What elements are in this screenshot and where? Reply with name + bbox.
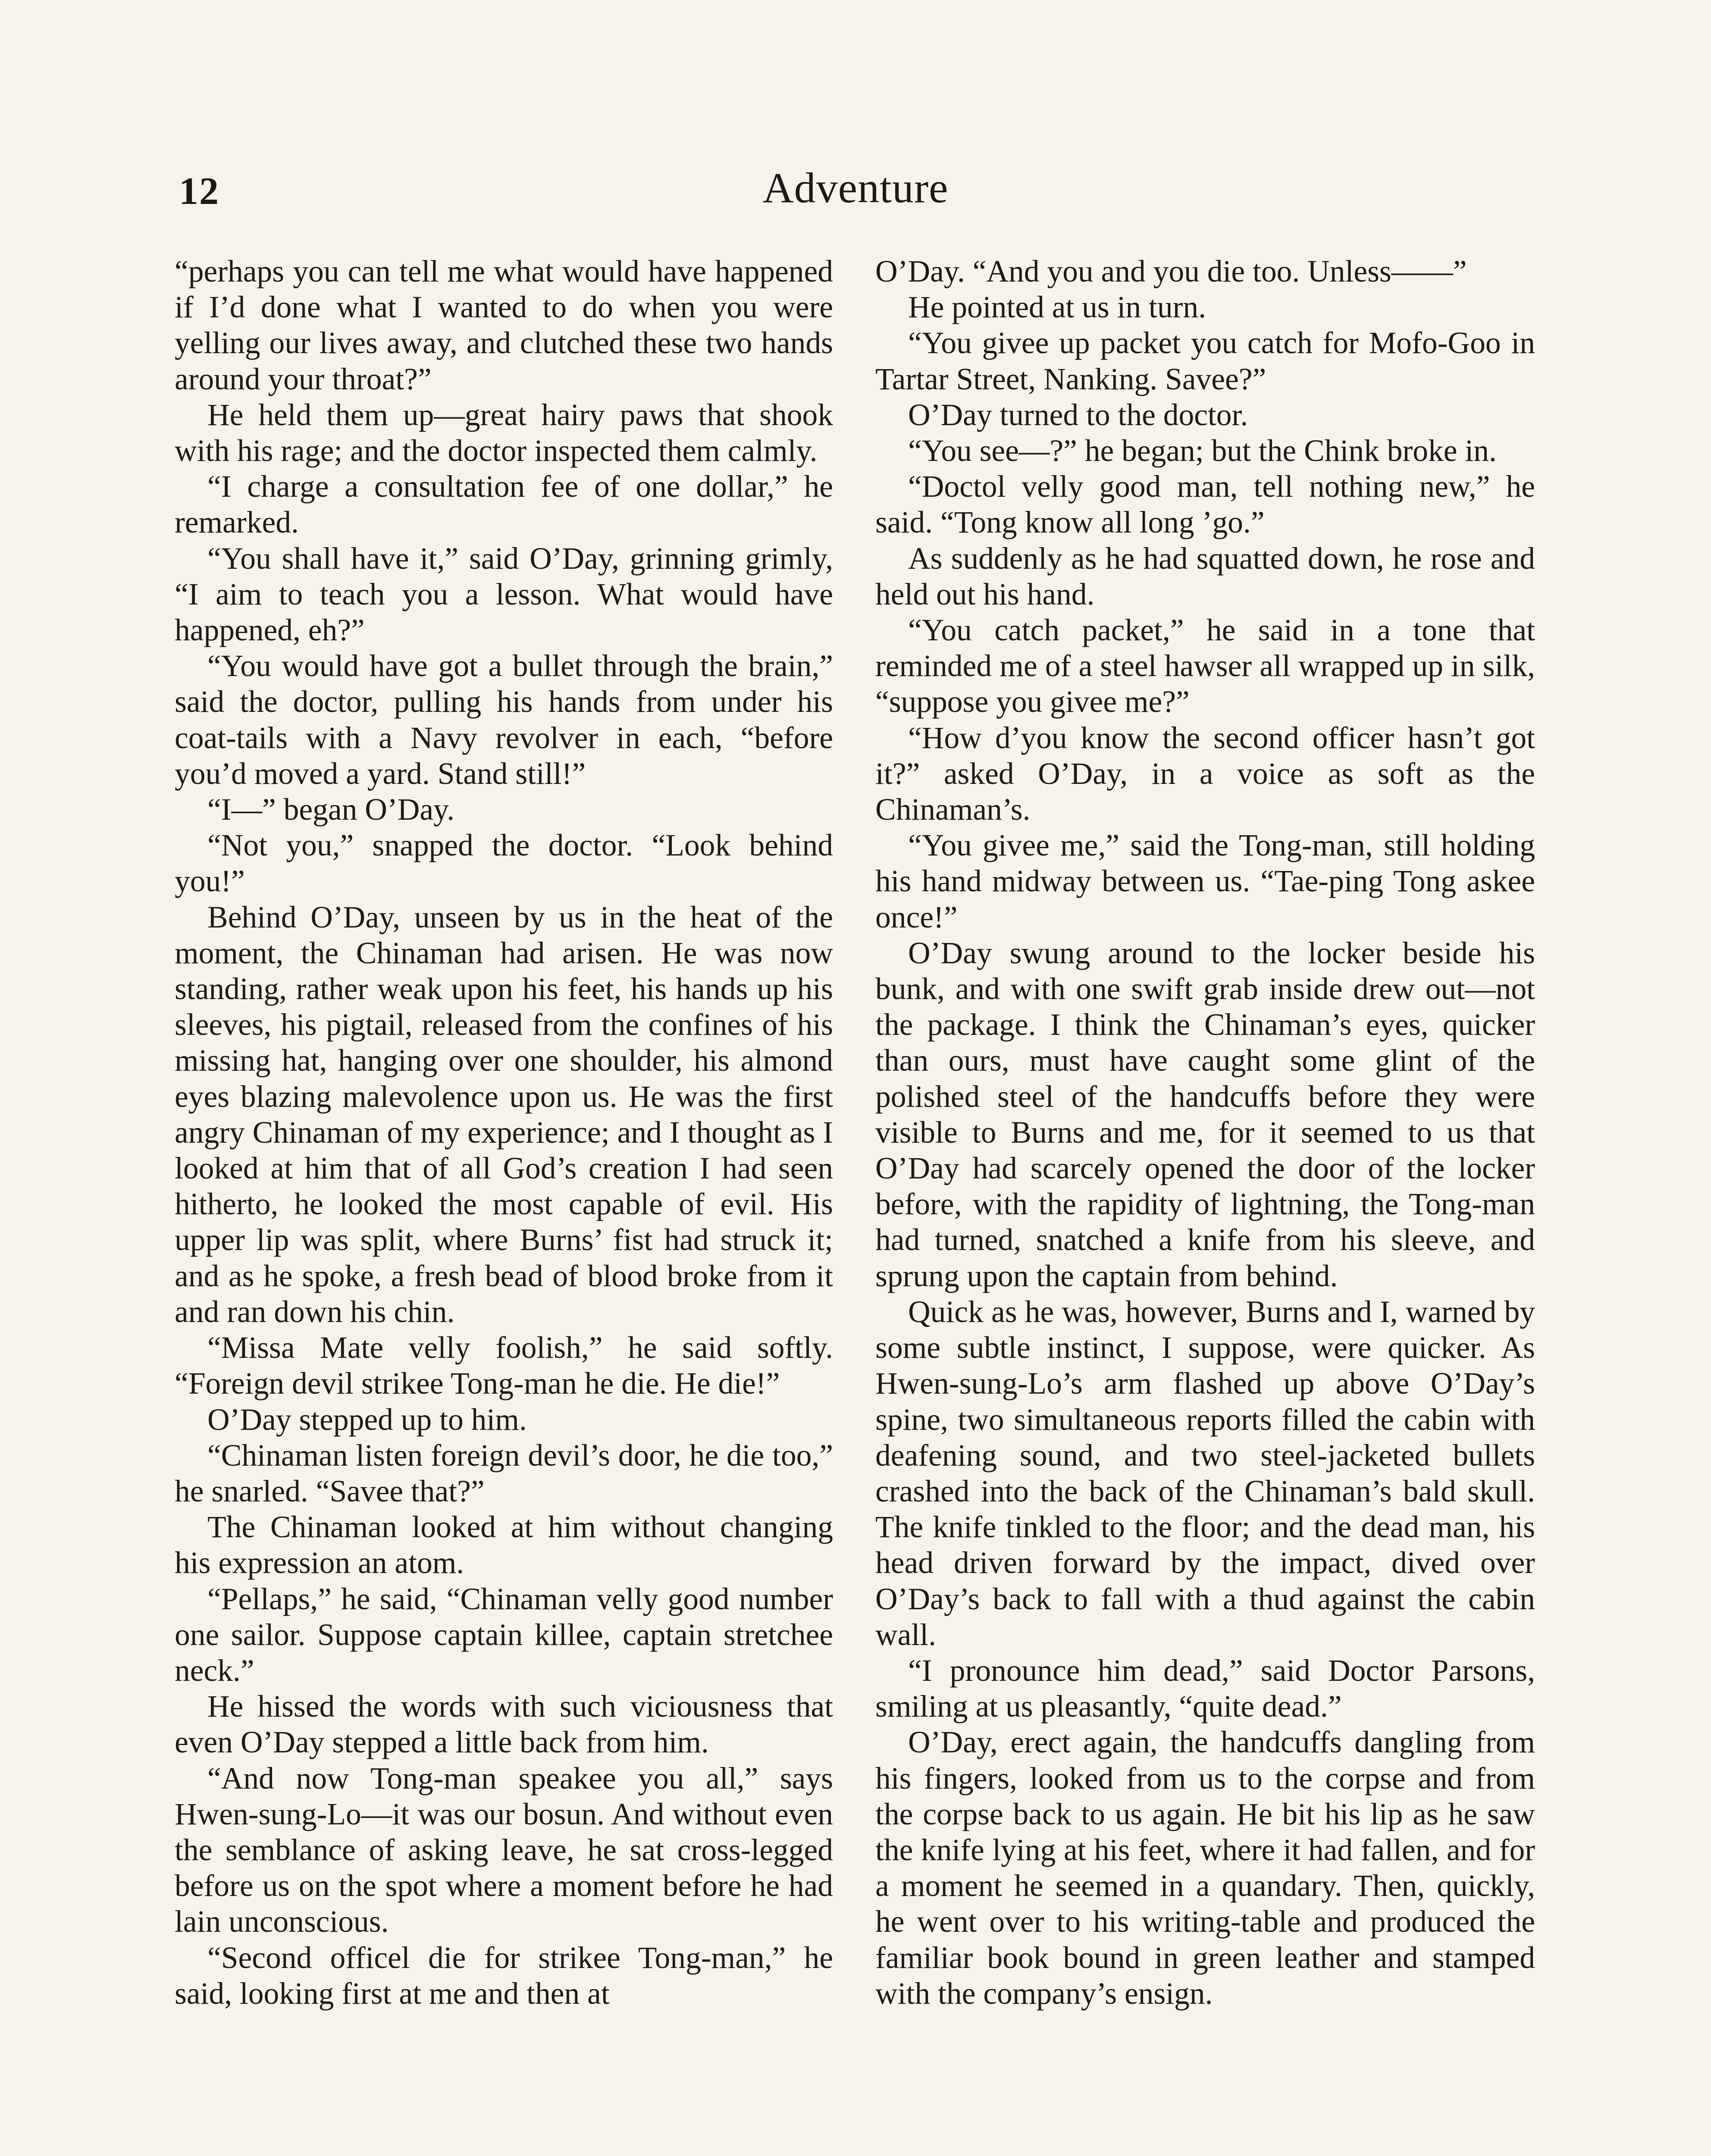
- paragraph: “perhaps you can tell me what would have happened if I’d done what I wanted to do when you were yelling our lives away, and clutched these two hands around your throat?”: [175, 254, 833, 396]
- paragraph: The Chinaman looked at him without changing his expression an atom.: [175, 1510, 833, 1580]
- paragraph: He pointed at us in turn.: [908, 290, 1206, 325]
- paragraph: “Doctol velly good man, tell nothing new,” he said. “Tong know all long ’go.”: [875, 470, 1535, 540]
- paragraph: He held them up—great hairy paws that shook with his rage; and the doctor inspected them calmly.: [175, 398, 833, 468]
- right-column: [875, 254, 1535, 2012]
- paragraph: “You shall have it,” said O’Day, grinning grimly, “I aim to teach you a lesson. What would have happened, eh?”: [175, 541, 833, 648]
- paragraph: Quick as he was, however, Burns and I, warned by some subtle instinct, I suppose, were quicker. As Hwen-sung-Lo’s arm flashed up above O’Day’s spine, two simultaneous reports filled the cabin with deafening sound, and two steel-jacketed bullets crashed into the back of the Chinaman’s bald skull. The knife tinkled to the floor; and the dead man, his head driven forward by the impact, dived over O’Day’s back to fall with a thud against the cabin wall.: [875, 1294, 1535, 1652]
- paragraph: O’Day swung around to the locker beside his bunk, and with one swift grab inside drew out—not the package. I think the Chinaman’s eyes, quicker than ours, must have caught some glint of the polished steel of the handcuffs before they were visible to Burns and me, for it seemed to us that O’Day had scarcely opened the door of the locker before, with the rapidity of lightning, the Tong-man had turned, snatched a knife from his sleeve, and sprung upon the captain from behind.: [875, 936, 1535, 1293]
- paragraph: “How d’you know the second officer hasn’t got it?” asked O’Day, in a voice as soft as the Chinaman’s.: [875, 721, 1535, 827]
- paragraph: As suddenly as he had squatted down, he rose and held out his hand.: [875, 541, 1535, 611]
- page-number: 12: [179, 170, 219, 213]
- paragraph: “Missa Mate velly foolish,” he said softly. “Foreign devil strikee Tong-man he die. He die!”: [175, 1331, 833, 1401]
- paragraph: O’Day. “And you and you die too. Unless——”: [875, 254, 1467, 288]
- paragraph: “I—” began O’Day.: [207, 793, 455, 827]
- paragraph: “Second officel die for strikee Tong-man,” he said, looking first at me and then at: [175, 1940, 833, 2011]
- paragraph: “And now Tong-man speakee you all,” says Hwen-sung-Lo—it was our bosun. And without even the semblance of asking leave, he sat cross-legged before us on the spot where a moment before he had lain unconscious.: [175, 1761, 833, 1939]
- left-column: [175, 254, 833, 2012]
- paragraph: “Not you,” snapped the doctor. “Look behind you!”: [175, 828, 833, 899]
- paragraph: “You see—?” he began; but the Chink broke in.: [908, 434, 1497, 468]
- paragraph: O’Day, erect again, the handcuffs dangling from his fingers, looked from us to the corpse and from the corpse back to us again. He bit his lip as he saw the knife lying at his feet, where it had fallen, and for a moment he seemed in a quandary. Then, quickly, he went over to his writing-table and produced the familiar book bound in green leather and stamped with the company’s ensign.: [875, 1725, 1535, 2011]
- paragraph: O’Day turned to the doctor.: [908, 398, 1248, 432]
- paragraph: “I charge a consultation fee of one dollar,” he remarked.: [175, 470, 833, 540]
- paragraph: Behind O’Day, unseen by us in the heat of the moment, the Chinaman had arisen. He was now standing, rather weak upon his feet, his hands up his sleeves, his pigtail, released from the confines of his missing hat, hanging over one shoulder, his almond eyes blazing malevolence upon us. He was the first angry Chinaman of my experience; and I thought as I looked at him that of all God’s creation I had seen hitherto, he looked the most capable of evil. His upper lip was split, where Burns’ fist had struck it; and as he spoke, a fresh bead of blood broke from it and ran down his chin.: [175, 900, 833, 1329]
- paragraph: “You givee me,” said the Tong-man, still holding his hand midway between us. “Tae-ping Tong askee once!”: [875, 828, 1535, 934]
- running-title: Adventure: [762, 164, 949, 212]
- paragraph: O’Day stepped up to him.: [207, 1402, 527, 1437]
- paragraph: “You givee up packet you catch for Mofo-Goo in Tartar Street, Nanking. Savee?”: [875, 326, 1535, 396]
- paragraph: “You would have got a bullet through the brain,” said the doctor, pulling his hands from under his coat-tails with a Navy revolver in each, “before you’d moved a yard. Stand still!”: [175, 649, 833, 791]
- paragraph: “You catch packet,” he said in a tone that reminded me of a steel hawser all wrapped up in silk, “suppose you givee me?”: [875, 613, 1535, 719]
- paragraph: He hissed the words with such viciousness that even O’Day stepped a little back from him.: [175, 1689, 833, 1760]
- paragraph: “Chinaman listen foreign devil’s door, he die too,” he snarled. “Savee that?”: [175, 1438, 833, 1508]
- paragraph: “Pellaps,” he said, “Chinaman velly good number one sailor. Suppose captain killee, captain stretchee neck.”: [175, 1582, 833, 1688]
- paragraph: “I pronounce him dead,” said Doctor Parsons, smiling at us pleasantly, “quite dead.”: [875, 1653, 1535, 1724]
